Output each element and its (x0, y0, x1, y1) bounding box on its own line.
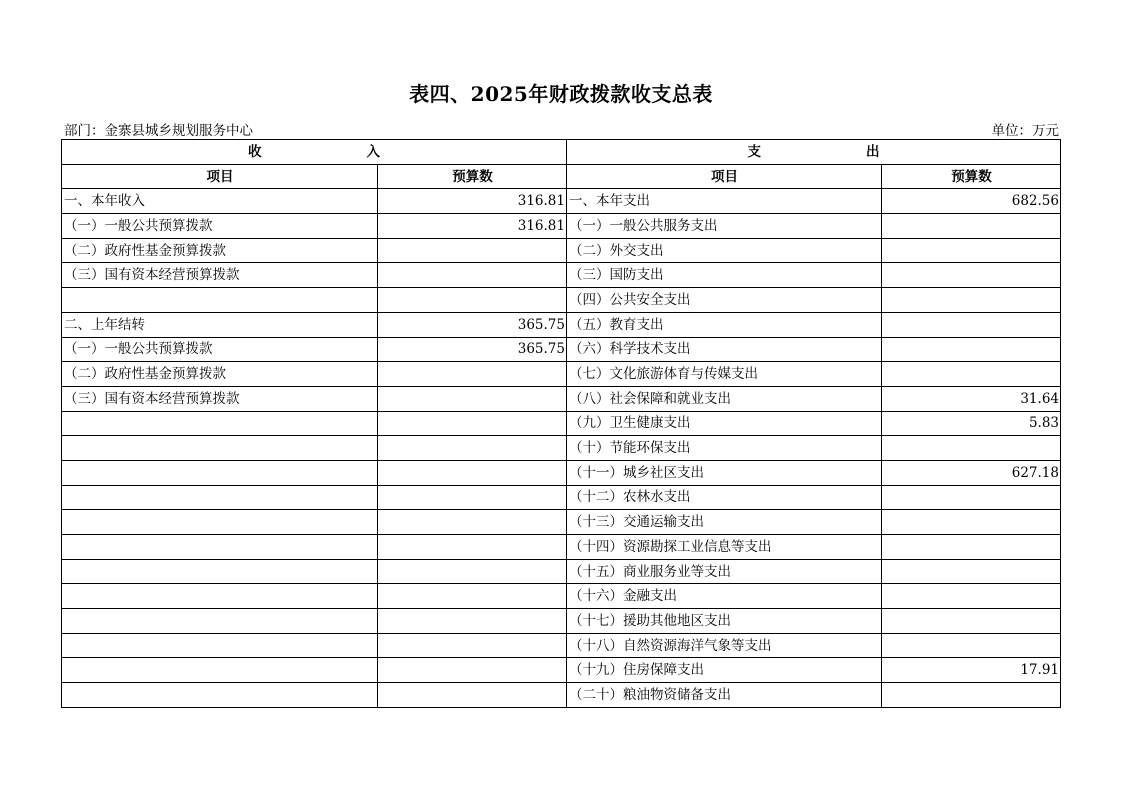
expense-item-header: 项目 (567, 164, 882, 189)
income-item-cell (62, 411, 378, 436)
table-row (62, 263, 1061, 288)
expense-value-cell (882, 485, 1061, 510)
expense-value-cell (882, 436, 1061, 461)
income-item-header: 项目 (62, 164, 378, 189)
expense-value-cell: 682.56 (882, 189, 1061, 214)
income-item-cell (62, 436, 378, 461)
income-value-cell (378, 584, 567, 609)
table-row (62, 436, 1061, 461)
expense-value-cell: 31.64 (882, 386, 1061, 411)
expense-item-cell: （十二）农林水支出 (567, 485, 882, 510)
expense-item-cell: （三）国防支出 (567, 263, 882, 288)
expense-budget-header: 预算数 (882, 164, 1061, 189)
expense-item-cell: （十九）住房保障支出 (567, 658, 882, 683)
income-item-cell (62, 288, 378, 313)
income-value-cell (378, 510, 567, 535)
expense-item-cell: （十七）援助其他地区支出 (567, 609, 882, 634)
income-value-cell (378, 559, 567, 584)
table-row (62, 312, 1061, 337)
table-row (62, 683, 1061, 708)
income-item-cell: （二）政府性基金预算拨款 (62, 238, 378, 263)
expense-item-cell: （八）社会保障和就业支出 (567, 386, 882, 411)
expense-item-cell: （四）公共安全支出 (567, 288, 882, 313)
income-value-cell (378, 609, 567, 634)
income-value-cell (378, 288, 567, 313)
expense-value-cell (882, 312, 1061, 337)
income-value-cell: 365.75 (378, 312, 567, 337)
expense-item-cell: 一、本年支出 (567, 189, 882, 214)
expense-item-cell: （六）科学技术支出 (567, 337, 882, 362)
income-value-cell: 365.75 (378, 337, 567, 362)
table-row (62, 386, 1061, 411)
column-header-row (62, 164, 1061, 189)
expense-value-cell: 5.83 (882, 411, 1061, 436)
expense-value-cell (882, 559, 1061, 584)
expense-value-cell (882, 510, 1061, 535)
income-item-cell (62, 510, 378, 535)
expense-value-cell (882, 584, 1061, 609)
income-value-cell (378, 411, 567, 436)
income-section-header (62, 140, 567, 165)
table-row (62, 559, 1061, 584)
expense-value-cell: 17.91 (882, 658, 1061, 683)
income-item-cell (62, 658, 378, 683)
expense-value-cell (882, 535, 1061, 560)
expense-item-cell: （二十）粮油物资储备支出 (567, 683, 882, 708)
expense-value-cell (882, 263, 1061, 288)
table-row (62, 362, 1061, 387)
expense-item-cell: （十六）金融支出 (567, 584, 882, 609)
expense-item-cell: （九）卫生健康支出 (567, 411, 882, 436)
expense-value-cell (882, 238, 1061, 263)
table-row (62, 337, 1061, 362)
income-item-cell (62, 633, 378, 658)
table-row (62, 658, 1061, 683)
expense-header-left: 支 (747, 143, 762, 160)
table-row (62, 189, 1061, 214)
budget-table (61, 139, 1061, 708)
expense-value-cell (882, 362, 1061, 387)
income-item-cell: （三）国有资本经营预算拨款 (62, 386, 378, 411)
table-row (62, 584, 1061, 609)
expense-item-cell: （一）一般公共服务支出 (567, 214, 882, 239)
expense-item-cell: （二）外交支出 (567, 238, 882, 263)
expense-item-cell: （十一）城乡社区支出 (567, 460, 882, 485)
table-row (62, 510, 1061, 535)
table-row (62, 535, 1061, 560)
income-item-cell: （二）政府性基金预算拨款 (62, 362, 378, 387)
income-item-cell: （三）国有资本经营预算拨款 (62, 263, 378, 288)
table-row (62, 238, 1061, 263)
expense-value-cell (882, 683, 1061, 708)
expense-item-cell: （十三）交通运输支出 (567, 510, 882, 535)
income-value-cell (378, 633, 567, 658)
income-item-cell (62, 485, 378, 510)
table-row (62, 460, 1061, 485)
income-item-cell (62, 609, 378, 634)
table-row (62, 609, 1061, 634)
income-item-cell (62, 683, 378, 708)
expense-section-header (567, 140, 1061, 165)
income-header-left: 收 (248, 143, 263, 160)
income-value-cell (378, 683, 567, 708)
expense-item-cell: （十八）自然资源海洋气象等支出 (567, 633, 882, 658)
expense-item-cell: （十四）资源勘探工业信息等支出 (567, 535, 882, 560)
income-value-cell (378, 460, 567, 485)
income-value-cell: 316.81 (378, 214, 567, 239)
expense-value-cell (882, 214, 1061, 239)
expense-value-cell (882, 609, 1061, 634)
unit-label: 单位：万元 (991, 123, 1059, 139)
expense-item-cell: （十）节能环保支出 (567, 436, 882, 461)
income-value-cell (378, 436, 567, 461)
table-row (62, 411, 1061, 436)
income-value-cell (378, 535, 567, 560)
section-header-row (62, 140, 1061, 165)
table-row (62, 288, 1061, 313)
expense-item-cell: （七）文化旅游体育与传媒支出 (567, 362, 882, 387)
income-item-cell: （一）一般公共预算拨款 (62, 214, 378, 239)
income-value-cell (378, 362, 567, 387)
expense-header-right: 出 (866, 143, 881, 160)
income-value-cell (378, 238, 567, 263)
income-value-cell (378, 263, 567, 288)
income-item-cell (62, 584, 378, 609)
table-row (62, 633, 1061, 658)
expense-value-cell (882, 288, 1061, 313)
page-title: 表四、2025年财政拨款收支总表 (409, 82, 713, 106)
income-value-cell (378, 485, 567, 510)
expense-value-cell: 627.18 (882, 460, 1061, 485)
income-item-cell (62, 559, 378, 584)
expense-value-cell (882, 633, 1061, 658)
income-header-right: 入 (366, 143, 381, 160)
income-budget-header: 预算数 (378, 164, 567, 189)
expense-item-cell: （五）教育支出 (567, 312, 882, 337)
income-item-cell: 二、上年结转 (62, 312, 378, 337)
income-item-cell: 一、本年收入 (62, 189, 378, 214)
expense-value-cell (882, 337, 1061, 362)
department-label: 部门：金寨县城乡规划服务中心 (64, 123, 253, 139)
income-value-cell (378, 658, 567, 683)
income-item-cell (62, 535, 378, 560)
income-item-cell (62, 460, 378, 485)
table-row (62, 485, 1061, 510)
income-item-cell: （一）一般公共预算拨款 (62, 337, 378, 362)
income-value-cell: 316.81 (378, 189, 567, 214)
table-row (62, 214, 1061, 239)
expense-item-cell: （十五）商业服务业等支出 (567, 559, 882, 584)
income-value-cell (378, 386, 567, 411)
